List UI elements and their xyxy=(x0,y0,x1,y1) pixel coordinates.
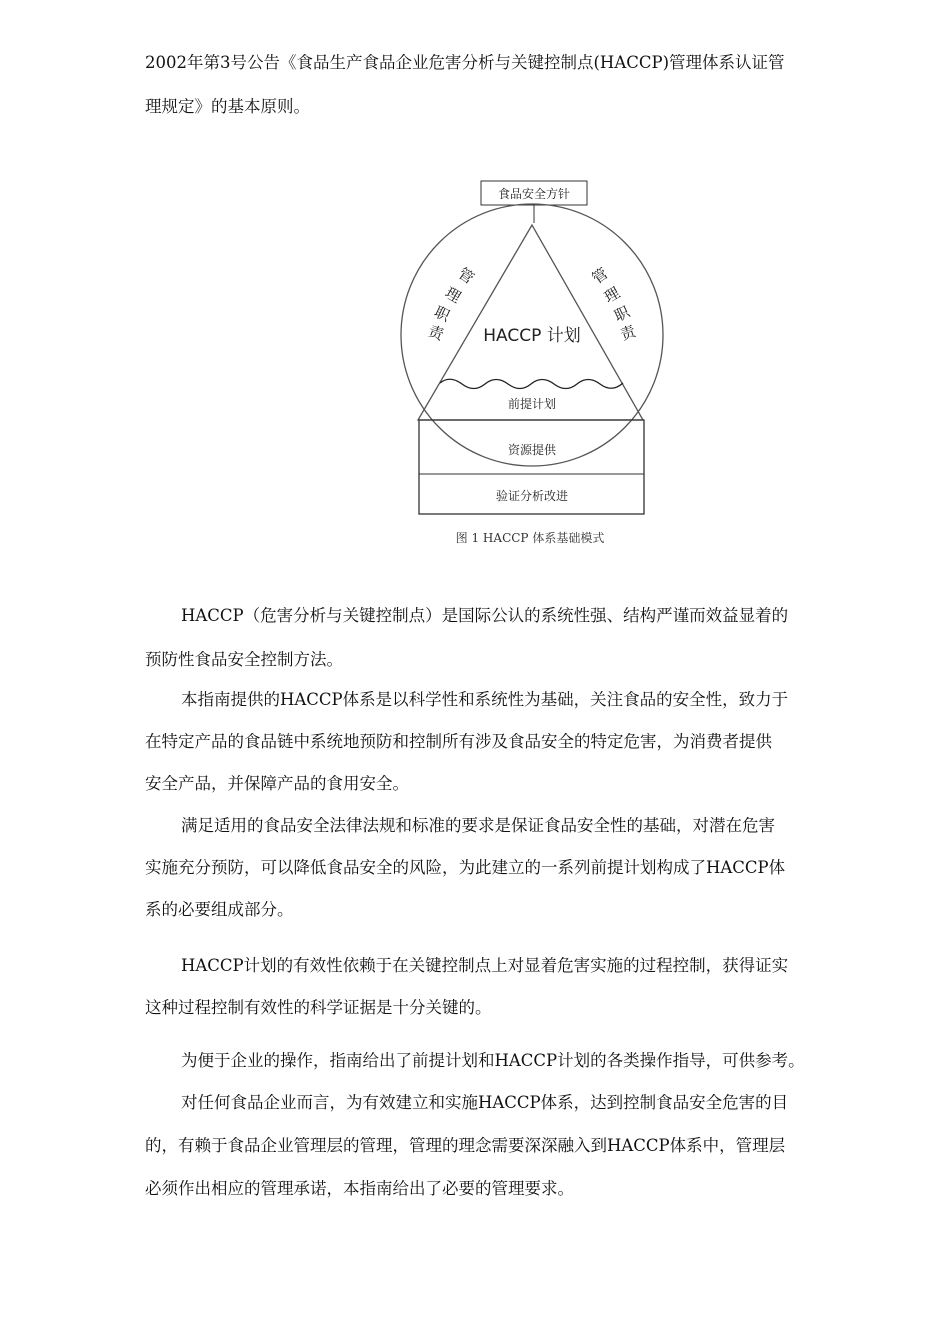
para-3-line-1: 满足适用的食品安全法律法规和标准的要求是保证食品安全性的基础，对潜在危害 xyxy=(181,816,775,835)
right-char-4: 责 xyxy=(617,321,639,345)
para-2-line-1: 本指南提供的HACCP体系是以科学性和系统性为基础，关注食品的安全性，致力于 xyxy=(181,690,789,709)
left-char-4: 责 xyxy=(425,321,447,345)
figure-caption: 图 1 HACCP 体系基础模式 xyxy=(455,531,605,545)
right-char-2: 理 xyxy=(600,283,624,307)
left-char-1: 管 xyxy=(454,264,478,288)
para-3-line-3: 系的必要组成部分。 xyxy=(145,900,294,919)
haccp-triangle xyxy=(418,225,643,420)
policy-label: 食品安全方针 xyxy=(497,187,571,201)
para-1-line-1: HACCP（危害分析与关键控制点）是国际公认的系统性强、结构严谨而效益显着的 xyxy=(181,606,789,625)
right-char-1: 管 xyxy=(588,264,612,288)
intro-line-1: 2002年第3号公告《食品生产食品企业危害分析与关键控制点(HACCP)管理体系认证管 xyxy=(145,53,785,72)
haccp-diagram xyxy=(390,178,670,528)
verification-label: 验证分析改进 xyxy=(495,489,569,503)
para-5-line-1: 为便于企业的操作，指南给出了前提计划和HACCP计划的各类操作指导，可供参考。 xyxy=(181,1051,805,1070)
para-2-line-2: 在特定产品的食品链中系统地预防和控制所有涉及食品安全的特定危害，为消费者提供 xyxy=(145,732,772,751)
para-6-line-3: 必须作出相应的管理承诺，本指南给出了必要的管理要求。 xyxy=(145,1179,574,1198)
para-2-line-3: 安全产品，并保障产品的食用安全。 xyxy=(145,774,409,793)
para-4-line-1: HACCP计划的有效性依赖于在关键控制点上对显着危害实施的过程控制，获得证实 xyxy=(181,956,789,975)
wavy-divider xyxy=(440,379,623,388)
intro-line-2: 理规定》的基本原则。 xyxy=(145,97,310,116)
haccp-plan-label: HACCP 计划 xyxy=(483,326,581,346)
para-1-line-2: 预防性食品安全控制方法。 xyxy=(145,650,343,669)
para-4-line-2: 这种过程控制有效性的科学证据是十分关键的。 xyxy=(145,998,492,1017)
para-6-line-1: 对任何食品企业而言，为有效建立和实施HACCP体系，达到控制食品安全危害的目 xyxy=(181,1093,789,1112)
haccp-figure xyxy=(390,178,670,558)
right-char-3: 职 xyxy=(611,302,633,326)
para-6-line-2: 的，有赖于食品企业管理层的管理，管理的理念需要深深融入到HACCP体系中，管理层 xyxy=(145,1136,786,1155)
resource-label: 资源提供 xyxy=(507,443,557,457)
right-management-label xyxy=(589,264,639,344)
para-3-line-2: 实施充分预防，可以降低食品安全的风险，为此建立的一系列前提计划构成了HACCP体 xyxy=(145,858,786,877)
left-char-3: 职 xyxy=(431,302,453,326)
prerequisite-label: 前提计划 xyxy=(507,397,557,411)
left-char-2: 理 xyxy=(441,283,465,307)
